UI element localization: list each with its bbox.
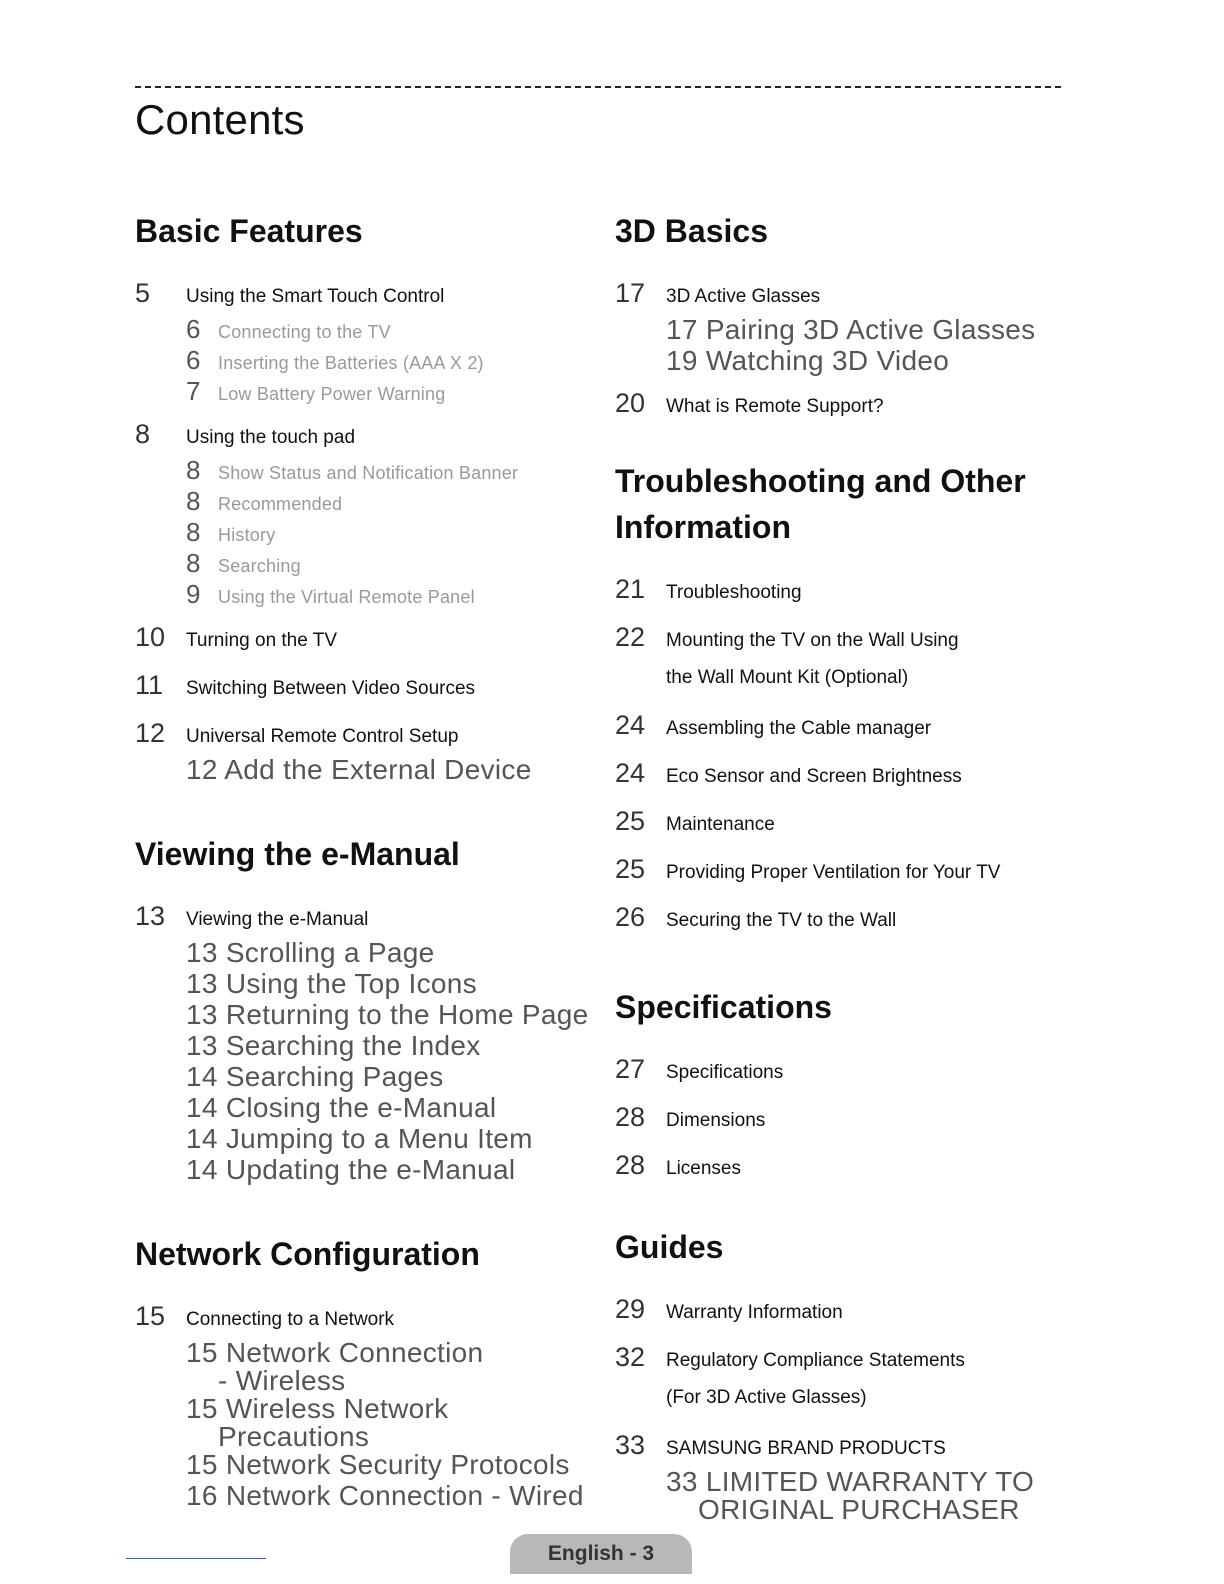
toc-entry-title-wrap	[186, 672, 475, 706]
toc-entry-row	[615, 572, 1085, 610]
toc-subentry-text: 15 Wireless Network	[186, 1393, 449, 1424]
toc-page-number: 26	[615, 902, 646, 932]
toc-entry-title: Using the Smart Touch Control	[186, 286, 445, 307]
toc-subentry-text: 17 Pairing 3D Active Glasses	[666, 314, 1036, 345]
toc-subentry-page: 8	[186, 517, 201, 547]
toc-entry-row	[615, 1292, 1085, 1330]
toc-page-number: 17	[615, 278, 646, 308]
toc-subentry-title: Connecting to the TV	[218, 322, 391, 342]
toc-entry-title-wrap	[666, 904, 896, 938]
toc-page-number: 5	[135, 278, 151, 308]
toc-page-number: 8	[135, 419, 151, 449]
toc-entry-title: Assembling the Cable manager	[666, 718, 932, 739]
toc-left-column	[135, 208, 605, 1521]
toc-entry[interactable]	[135, 899, 605, 1185]
footer-rule	[126, 1558, 266, 1559]
toc-entry-title-wrap	[666, 712, 931, 746]
toc-entry-title: Dimensions	[666, 1110, 766, 1131]
toc-entry-title-wrap	[186, 421, 355, 455]
toc-subentries	[135, 455, 605, 610]
toc-entry[interactable]	[615, 756, 1085, 794]
toc-subentry-text: 13 Returning to the Home Page	[186, 999, 589, 1030]
toc-entry[interactable]	[135, 716, 605, 785]
toc-subentry-text: 16 Network Connection - Wired	[186, 1480, 584, 1511]
toc-section	[615, 1224, 1085, 1525]
section-heading: Guides	[615, 1229, 724, 1265]
toc-subentry[interactable]	[186, 1393, 605, 1452]
toc-subentries	[135, 937, 605, 1185]
toc-entry-title: SAMSUNG BRAND PRODUCTS	[666, 1438, 946, 1459]
toc-section	[615, 208, 1085, 424]
toc-entry-title-wrap	[666, 624, 959, 698]
toc-entry[interactable]	[615, 276, 1085, 376]
toc-entry-row	[615, 620, 1085, 698]
toc-entry-title: Regulatory Compliance Statements	[666, 1350, 965, 1371]
toc-subentry-page: 8	[186, 455, 201, 485]
toc-entry[interactable]	[135, 1299, 605, 1511]
toc-entry-title: Securing the TV to the Wall	[666, 910, 897, 931]
toc-subentry[interactable]	[186, 376, 605, 407]
toc-entry[interactable]	[615, 852, 1085, 890]
toc-subentry-text: 12 Add the External Device	[186, 754, 532, 785]
toc-entry-title: Providing Proper Ventilation for Your TV	[666, 862, 1001, 883]
toc-subentry-text: 13 Scrolling a Page	[186, 937, 435, 968]
toc-subentry-title: History	[218, 525, 276, 545]
toc-entry[interactable]	[615, 386, 1085, 424]
toc-entry-title-wrap	[186, 280, 444, 314]
toc-page-number: 25	[615, 854, 646, 884]
toc-subentry-title: Searching	[218, 556, 301, 576]
toc-subentries	[615, 1466, 1085, 1525]
toc-subentry[interactable]	[186, 1030, 605, 1061]
toc-entry-title: Eco Sensor and Screen Brightness	[666, 766, 962, 787]
toc-entry-row	[615, 804, 1085, 842]
toc-entry-title: Switching Between Video Sources	[186, 678, 476, 699]
toc-page-number: 15	[135, 1301, 166, 1331]
section-heading: Viewing the e-Manual	[135, 836, 460, 872]
toc-entry-title: Using the touch pad	[186, 427, 356, 448]
toc-entry-title-wrap	[186, 903, 368, 937]
toc-entry-row	[615, 1100, 1085, 1138]
toc-subentry-page: 8	[186, 548, 201, 578]
toc-entry-row	[615, 1428, 1085, 1466]
toc-section	[615, 458, 1085, 938]
toc-subentries	[135, 754, 605, 785]
toc-entry-title-wrap	[186, 1303, 394, 1337]
toc-subentry[interactable]	[186, 517, 605, 548]
toc-subentry[interactable]	[186, 1480, 605, 1511]
toc-subentry[interactable]	[186, 754, 605, 785]
toc-entry-title-wrap	[666, 390, 884, 424]
toc-entry-row	[135, 276, 605, 314]
toc-subentry[interactable]	[186, 1092, 605, 1123]
toc-page-number: 28	[615, 1150, 646, 1180]
toc-entry-row	[135, 899, 605, 937]
toc-entry-title: Viewing the e-Manual	[186, 909, 369, 930]
toc-entry-title: Licenses	[666, 1158, 741, 1179]
toc-entry-title-wrap	[666, 1344, 965, 1418]
section-heading: 3D Basics	[615, 213, 768, 249]
toc-entry[interactable]	[615, 1148, 1085, 1186]
toc-subentries	[615, 314, 1085, 376]
toc-subentry-title: Inserting the Batteries (AAA X 2)	[218, 353, 484, 373]
toc-subentry[interactable]	[666, 1466, 1085, 1525]
toc-subentry[interactable]	[186, 1061, 605, 1092]
toc-entry-title: Universal Remote Control Setup	[186, 726, 459, 747]
toc-entry[interactable]	[615, 572, 1085, 610]
toc-subentry[interactable]	[186, 345, 605, 376]
toc-entry-title-wrap	[666, 576, 802, 610]
toc-subentry[interactable]	[186, 937, 605, 968]
toc-page-number: 24	[615, 758, 646, 788]
toc-entry-row	[615, 852, 1085, 890]
toc-entry-row	[615, 276, 1085, 314]
toc-entry[interactable]	[135, 276, 605, 407]
toc-entry[interactable]	[615, 1292, 1085, 1330]
toc-subentry-page: 9	[186, 579, 201, 609]
toc-entry-row	[135, 716, 605, 754]
toc-section	[135, 831, 605, 1185]
toc-subentry-text: 14 Searching Pages	[186, 1061, 444, 1092]
toc-entry[interactable]	[615, 708, 1085, 746]
toc-subentry[interactable]	[186, 455, 605, 486]
toc-subentry-text: 33 LIMITED WARRANTY TO	[666, 1466, 1035, 1497]
toc-subentry-page: 6	[186, 345, 201, 375]
toc-page-number: 32	[615, 1342, 646, 1372]
toc-section	[135, 1231, 605, 1511]
toc-entry-row	[135, 417, 605, 455]
toc-entry-title-continued: (For 3D Active Glasses)	[666, 1387, 867, 1408]
toc-entry-title-wrap	[666, 1152, 741, 1186]
toc-subentry[interactable]	[186, 548, 605, 579]
toc-entry[interactable]	[135, 417, 605, 610]
toc-subentry-text-continued: - Wireless	[218, 1365, 346, 1396]
toc-right-column	[615, 208, 1085, 1532]
toc-page-number: 11	[135, 670, 164, 700]
toc-entry-title-wrap	[666, 280, 820, 314]
toc-entry[interactable]	[135, 668, 605, 706]
toc-entry-title: 3D Active Glasses	[666, 286, 821, 307]
toc-subentry[interactable]	[186, 486, 605, 517]
toc-section	[615, 984, 1085, 1186]
toc-entry-title-wrap	[186, 624, 337, 658]
toc-entry-title: Troubleshooting	[666, 582, 802, 603]
toc-entry-row	[615, 1148, 1085, 1186]
toc-page-number: 10	[135, 622, 166, 652]
toc-page-number: 24	[615, 710, 646, 740]
toc-subentry[interactable]	[186, 579, 605, 610]
toc-entry-title: Warranty Information	[666, 1302, 843, 1323]
toc-subentry[interactable]	[186, 1154, 605, 1185]
toc-subentry-title: Using the Virtual Remote Panel	[218, 587, 475, 607]
toc-entry-title: Specifications	[666, 1062, 784, 1083]
toc-page-number: 25	[615, 806, 646, 836]
toc-entry-title-wrap	[666, 1056, 783, 1090]
toc-entry[interactable]	[615, 1100, 1085, 1138]
toc-page-number: 12	[135, 718, 166, 748]
toc-page-number: 33	[615, 1430, 646, 1460]
toc-subentries	[135, 314, 605, 407]
toc-page-number: 29	[615, 1294, 646, 1324]
toc-subentry[interactable]	[666, 314, 1085, 345]
toc-page-number: 21	[615, 574, 646, 604]
toc-subentry-text-continued: ORIGINAL PURCHASER	[698, 1494, 1020, 1525]
toc-entry-title-wrap	[666, 856, 1000, 890]
toc-subentry[interactable]	[186, 1123, 605, 1154]
toc-entry-row	[615, 756, 1085, 794]
toc-entry-title: Mounting the TV on the Wall Using	[666, 630, 959, 651]
toc-subentry-page: 6	[186, 314, 201, 344]
toc-entry-row	[615, 708, 1085, 746]
toc-entry-row	[135, 1299, 605, 1337]
toc-entry[interactable]	[615, 1428, 1085, 1525]
toc-subentry[interactable]	[186, 1449, 605, 1480]
toc-subentry-text: 14 Updating the e-Manual	[186, 1154, 516, 1185]
toc-page-number: 20	[615, 388, 646, 418]
toc-entry-row	[615, 386, 1085, 424]
toc-entry-title-continued: the Wall Mount Kit (Optional)	[666, 667, 909, 688]
toc-entry[interactable]	[615, 1340, 1085, 1418]
toc-entry[interactable]	[615, 620, 1085, 698]
toc-entry-title-wrap	[186, 720, 458, 754]
toc-entry[interactable]	[135, 620, 605, 658]
toc-entry-title: What is Remote Support?	[666, 396, 884, 417]
toc-subentry[interactable]	[186, 314, 605, 345]
toc-page-number: 28	[615, 1102, 646, 1132]
toc-entry-title-wrap	[666, 1296, 843, 1330]
page-number-tab: English - 3	[510, 1534, 692, 1574]
toc-subentry[interactable]	[186, 968, 605, 999]
toc-subentry-text: 19 Watching 3D Video	[666, 345, 950, 376]
toc-entry-title: Connecting to a Network	[186, 1309, 395, 1330]
toc-entry-title-wrap	[666, 760, 962, 794]
toc-subentry[interactable]	[666, 345, 1085, 376]
toc-entry-title: Maintenance	[666, 814, 775, 835]
toc-page-number: 22	[615, 622, 646, 652]
toc-entry-title: Turning on the TV	[186, 630, 338, 651]
toc-subentry-text: 13 Using the Top Icons	[186, 968, 477, 999]
toc-subentry-text: 15 Network Security Protocols	[186, 1449, 570, 1480]
toc-entry[interactable]	[615, 900, 1085, 938]
toc-section	[135, 208, 605, 785]
toc-subentry-page: 8	[186, 486, 201, 516]
toc-subentry-text: 13 Searching the Index	[186, 1030, 481, 1061]
toc-page-number: 27	[615, 1054, 646, 1084]
toc-subentries	[135, 1337, 605, 1511]
toc-entry[interactable]	[615, 804, 1085, 842]
toc-entry-row	[615, 1340, 1085, 1418]
toc-entry-title-wrap	[666, 808, 775, 842]
toc-entry-title-wrap	[666, 1104, 765, 1138]
toc-entry-row	[135, 620, 605, 658]
toc-subentry-text: 15 Network Connection	[186, 1337, 484, 1368]
toc-entry-row	[615, 900, 1085, 938]
toc-subentry[interactable]	[186, 1337, 605, 1396]
section-heading: Network Configuration	[135, 1236, 480, 1272]
toc-entry-row	[615, 1052, 1085, 1090]
toc-subentry[interactable]	[186, 999, 605, 1030]
toc-subentry-title: Recommended	[218, 494, 343, 514]
toc-subentry-page: 7	[186, 376, 201, 406]
toc-entry-title-wrap	[666, 1432, 946, 1466]
toc-entry[interactable]	[615, 1052, 1085, 1090]
toc-subentry-title: Show Status and Notification Banner	[218, 463, 519, 483]
section-heading: Specifications	[615, 989, 832, 1025]
toc-subentry-text-continued: Precautions	[218, 1421, 370, 1452]
toc-page-number: 13	[135, 901, 166, 931]
page-title: Contents	[135, 96, 305, 143]
toc-subentry-text: 14 Closing the e-Manual	[186, 1092, 497, 1123]
section-heading: Basic Features	[135, 213, 363, 249]
top-dashed-rule	[135, 86, 1061, 88]
toc-entry-row	[135, 668, 605, 706]
toc-subentry-title: Low Battery Power Warning	[218, 384, 446, 404]
toc-subentry-text: 14 Jumping to a Menu Item	[186, 1123, 533, 1154]
section-heading: Troubleshooting and Other Information	[615, 463, 1026, 545]
